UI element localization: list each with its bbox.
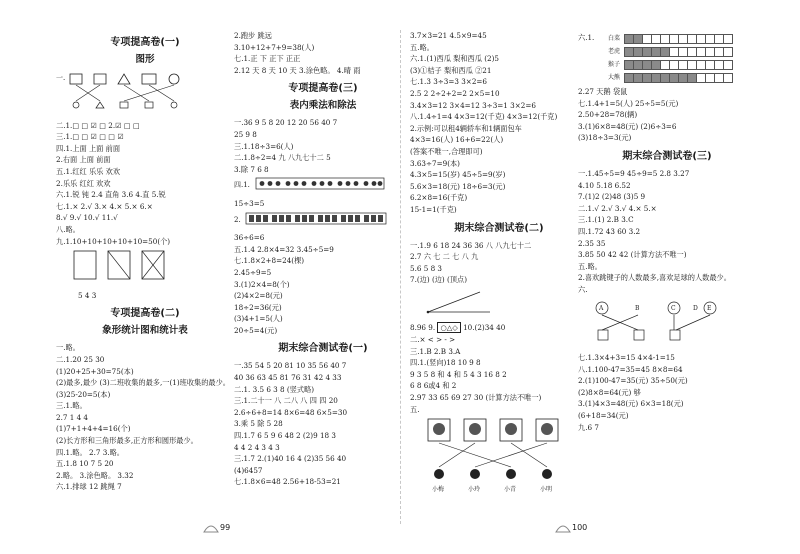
- answer-line: 4 4 2 4 3 4 3: [234, 442, 280, 452]
- page-number-left: 99: [220, 523, 231, 532]
- answers-block: [234, 244, 412, 337]
- circle-letter: D: [693, 304, 698, 312]
- tally-label: 猴子: [607, 60, 620, 68]
- answers-block: [56, 120, 234, 248]
- answer-line: 六.: [578, 284, 588, 294]
- answer-line: 6.2×8=16(千克): [410, 193, 468, 203]
- answer-line: 2.35 35: [578, 238, 606, 248]
- answer-line: 3.63÷7=9(本): [410, 158, 460, 168]
- answer-line: 九.1.10+10+10+10+10=50(个): [56, 236, 171, 246]
- page-corner-decoration-icon: [554, 520, 572, 534]
- answer-line: (3)25-20=5(本): [56, 389, 111, 399]
- tally-cell: [661, 74, 670, 82]
- tally-cell: [625, 74, 634, 82]
- answer-line: 7.(边) (边) (顶点): [410, 275, 468, 285]
- answer-line: 一.略。: [56, 343, 80, 353]
- answer-line: 2.97 33 65 69 27 30 (计算方法不唯一): [410, 393, 542, 403]
- answers-block: [410, 30, 588, 216]
- answer-line: 二.1. 3.5 6 3 8 (竖式略): [234, 384, 315, 394]
- answer-line: (3)①桔子 梨和西瓜 ②21: [410, 65, 492, 75]
- person-name: 小梅: [432, 486, 445, 494]
- tally-cell: [643, 74, 652, 82]
- tally-cell: [715, 48, 724, 56]
- tally-label: 大熊: [607, 73, 620, 81]
- tally-cell: [697, 35, 706, 43]
- tally-bar: [624, 34, 733, 44]
- section-title: 期末综合测试卷(一): [278, 343, 368, 355]
- tally-cell: [643, 35, 652, 43]
- rectangles-figure: [56, 249, 234, 287]
- answers-block: [410, 334, 588, 415]
- answer-line: 二.× < > - >: [410, 335, 456, 345]
- grouping-figure-2: [234, 212, 412, 230]
- tally-cell: [697, 48, 706, 56]
- answer-line: 2.27 天鹅 袋鼠: [578, 87, 628, 96]
- matching-figure: [410, 417, 588, 499]
- answer-line: 七.1.正 下 正下 正正: [234, 54, 301, 64]
- grouping-figure-1: [234, 177, 412, 195]
- tally-cell: [634, 48, 643, 56]
- tally-cell: [625, 48, 634, 56]
- answer-line: 七.1.4+1=5(人) 25÷5=5(元): [578, 98, 679, 108]
- tally-cell: [715, 35, 724, 43]
- answer-line: 2.7 六 七 二 七 八 九: [410, 252, 479, 262]
- answer-line: 2.7 1 4 4: [56, 412, 89, 422]
- answer-line: 3.7×3=21 4.5×9=45: [410, 31, 487, 40]
- tally-rows: [592, 32, 733, 84]
- answer-line: (1)7+1+4+4=16(个): [56, 424, 131, 434]
- tally-cell: [688, 74, 697, 82]
- page-corner-decoration-icon: [202, 520, 220, 534]
- tally-cell: [670, 74, 679, 82]
- tally-cell: [679, 74, 688, 82]
- answer-line: 25 9 8: [234, 129, 257, 139]
- answer-line: 七.1.8×2+8=24(棵): [234, 256, 305, 266]
- column-3: [410, 30, 588, 502]
- tally-row: [592, 58, 733, 71]
- answer-line: 2.喜欢跳键子的人数最多,喜欢足球的人数最少。: [578, 273, 731, 283]
- person-name: 小玲: [468, 486, 481, 494]
- answers-block: [234, 360, 412, 488]
- svg-text:2.: 2.: [234, 215, 241, 224]
- tally-cell: [634, 61, 643, 69]
- answers-block: [578, 352, 756, 433]
- tally-cell: [652, 35, 661, 43]
- answer-line: 3.85 50 42 42 (计算方法不唯一): [578, 250, 687, 260]
- answer-line: 四.1.7 6 5 9 6 48 2 (2)9 18 3: [234, 431, 336, 441]
- answer-line: 四.1.上面 上面 前面: [56, 143, 121, 153]
- tally-cell: [679, 48, 688, 56]
- answer-line: 五.1.8 10 7 5 20: [56, 459, 114, 469]
- cross-matching-figure: [578, 298, 756, 350]
- answer-line: 7.(1)2 (2)48 (3)5 9: [578, 192, 646, 202]
- answer-line: 八.略。: [56, 224, 80, 234]
- grouping-svg-2: [234, 212, 412, 226]
- answers-block: [578, 168, 756, 296]
- figure-caption: 15÷3=5: [234, 198, 265, 208]
- answer-line: 七.1.× 2.√ 3.× 4.× 5.× 6.×: [56, 201, 153, 211]
- person-name: 小明: [540, 486, 553, 494]
- figure-caption: 36÷6=6: [234, 233, 265, 243]
- answer-line: 四.1.72 43 60 3.2: [578, 226, 641, 236]
- answer-line: 2.右面 上面 前面: [56, 155, 111, 165]
- tally-cell: [697, 74, 706, 82]
- page-number-right: 100: [572, 523, 588, 532]
- answers-block: [578, 86, 756, 144]
- tally-label: 老虎: [607, 47, 620, 55]
- answer-line: 八.1.100-47=35=45 8×8=64: [578, 364, 683, 374]
- grouping-svg-1: [234, 177, 412, 191]
- tally-cell: [679, 61, 688, 69]
- matching-svg: [410, 417, 588, 495]
- angle-svg: [410, 288, 588, 316]
- tally-cell: [652, 48, 661, 56]
- tally-cell: [679, 35, 688, 43]
- answer-line: 2.50+28=78(辆): [578, 110, 638, 120]
- answer-line: 二.1.20 25 30: [56, 354, 105, 364]
- answer-line: 五.1.4 2.8×4=32 3.45÷5=9: [234, 244, 334, 254]
- tally-cell: [688, 35, 697, 43]
- answer-line: 三.1.7 2.(1)40 16 4 (2)35 56 40: [234, 454, 347, 464]
- answer-line: 一.1.9 6 18 24 36 36 八 八九七十二: [410, 240, 532, 250]
- tally-cell: [724, 48, 732, 56]
- tally-cell: [652, 74, 661, 82]
- answer-line: (答案不唯一,合理即可): [410, 146, 483, 156]
- section-label: 六.1.: [578, 33, 595, 42]
- tally-cell: [625, 61, 634, 69]
- answer-line: 3.(1)6×8=48(元) (2)6÷3=6: [578, 121, 677, 131]
- circle-letter: A: [599, 304, 604, 312]
- column-4: [578, 30, 756, 433]
- answer-line: 2.12 天 8 天 10 天 3.涂色略。 4.晴 雨: [234, 65, 361, 75]
- answer-line: (3)4+1=5(人): [234, 314, 283, 324]
- tally-cell: [670, 61, 679, 69]
- rectangles-svg: [56, 249, 234, 283]
- section-title: 期末综合测试卷(二): [454, 222, 544, 234]
- answer-line: (4)6457: [234, 465, 263, 475]
- answers-block: [234, 117, 412, 175]
- answer-line: 9 3 5 8 和 4 和 5 4 3 16 8 2: [410, 369, 507, 379]
- answer-line: 2.6÷6+8=14 8×6=48 6×5=30: [234, 407, 348, 417]
- answers-block: [56, 342, 234, 493]
- cross-matching-svg: [578, 298, 756, 346]
- answer-line: 5.6 5 8 3: [410, 263, 443, 273]
- answer-line: 三.1.(1) 2.B 3.C: [578, 215, 634, 225]
- answer-line: 一.36 9 5 8 20 12 20 56 40 7: [234, 118, 338, 128]
- answers-block: [234, 30, 412, 76]
- answer-line: 4.3×5=15(岁) 45÷5=9(岁): [410, 170, 506, 180]
- tally-cell: [706, 48, 715, 56]
- answer-line: 3.除 7 6 8: [234, 164, 269, 174]
- tally-cell: [661, 48, 670, 56]
- answer-line: 3.4×3=12 3×4=12 3÷3=1 3×2=6: [410, 100, 536, 110]
- tally-cell: [670, 48, 679, 56]
- tally-cell: [724, 74, 732, 82]
- section-subtitle: 象形统计图和统计表: [102, 325, 188, 337]
- sequence-label: 8.96 9.: [410, 323, 436, 333]
- answer-line: 2.(1)100-47=35(元) 35÷50(元): [578, 376, 688, 386]
- answer-line: 三.1.□ □ ☑ □ □ ☑: [56, 132, 124, 142]
- answer-line: 五.略。: [410, 42, 434, 52]
- tally-row: [592, 45, 733, 58]
- answer-line: (2)8×8=64(元) 够: [578, 387, 641, 397]
- answer-line: (3)18÷3=3(元): [578, 133, 632, 143]
- answer-line: 三.1.B 2.B 3.A: [410, 346, 461, 356]
- answer-line: 2.示例:可以租4辆轿车和1辆面包车: [410, 123, 522, 133]
- answers-block: [410, 240, 588, 286]
- tally-cell: [688, 61, 697, 69]
- tally-cell: [706, 74, 715, 82]
- tally-bar: [624, 73, 733, 83]
- answer-line: 6 8 6或4 和 2: [410, 381, 457, 391]
- answer-line: 18÷2=36(元): [234, 302, 282, 312]
- section-title: 专项提高卷(二): [110, 308, 180, 320]
- tally-cell: [697, 61, 706, 69]
- shapes-matching-svg: [56, 71, 234, 113]
- answer-line: 五.略。: [578, 261, 602, 271]
- tally-cell: [661, 61, 670, 69]
- column-2: [234, 30, 412, 488]
- answer-line: 3.乘 5 除 5 28: [234, 419, 283, 429]
- answer-line: 五.: [410, 404, 420, 414]
- answer-line: 2.5 2 2÷2+2=2 2×5=10: [410, 88, 500, 98]
- answer-line: 六.1.锐 钝 2.4 直角 3.6 4.直 5.锐: [56, 190, 166, 200]
- sequence-tail: 10.(2)34 40: [463, 323, 506, 333]
- person-name: 小青: [504, 486, 517, 494]
- tally-cell: [688, 48, 697, 56]
- tally-cell: [625, 35, 634, 43]
- tally-cell: [661, 35, 670, 43]
- answer-line: 三.1.略。: [56, 401, 87, 411]
- bar-tally: [578, 32, 756, 86]
- answer-line: 二.1.8÷2=4 九 八九七十二 5: [234, 153, 331, 163]
- section-subtitle: 表内乘法和除法: [289, 100, 357, 112]
- answer-line: (6+18=34(元): [578, 411, 629, 421]
- tally-cell: [634, 74, 643, 82]
- answer-line: 3.10+12+7+9=38(人): [234, 42, 315, 52]
- tally-cell: [715, 74, 724, 82]
- circle-letter: E: [707, 304, 712, 312]
- figure-label: 5 4 3: [78, 290, 97, 300]
- answer-line: 九.6 7: [578, 422, 599, 432]
- tally-cell: [724, 61, 732, 69]
- tally-cell: [724, 35, 732, 43]
- answer-line: 2.略。 3.涂色略。 3.32: [56, 470, 134, 480]
- answer-line: 一.35 54 5 20 81 10 35 56 40 7: [234, 361, 347, 371]
- answer-line: 一.1.45÷5=9 45÷9=5 2.8 3.27: [578, 168, 690, 178]
- tally-bar: [624, 47, 733, 57]
- answer-line: 七.1.3×4+3=15 4×4-1=15: [578, 353, 675, 363]
- answer-line: 5.6×3=18(元) 18÷6=3(元): [410, 181, 506, 191]
- circle-letter: C: [671, 304, 676, 312]
- answer-line: 4.10 5.18 6.52: [578, 180, 631, 190]
- tally-cell: [643, 61, 652, 69]
- answer-line: 六.1.排球 12 跳绳 7: [56, 482, 122, 492]
- answer-line: 2.乐乐 红红 欢欢: [56, 178, 111, 188]
- section-title: 专项提高卷(一): [110, 37, 180, 48]
- answer-line: 四.1.略。 2.7 3.略。: [56, 447, 124, 457]
- tally-label: 白菜: [607, 34, 620, 42]
- tally-row: [592, 32, 733, 45]
- answer-line: 4×3=16(人) 16+6=22(人): [410, 135, 504, 145]
- answer-line: 六.1.(1)西瓜 梨和西瓜 (2)5: [410, 54, 499, 64]
- tally-row: [592, 71, 733, 84]
- answer-line: 20÷5=4(元): [234, 325, 278, 335]
- answer-line: 二.1.√ 2.√ 3.√ 4.× 5.×: [578, 203, 657, 213]
- section-subtitle: 图形: [135, 54, 155, 65]
- tally-cell: [715, 61, 724, 69]
- answer-line: 8.√ 9.√ 10.√ 11.√: [56, 213, 118, 223]
- answer-line: 3.(1)2×4=8(个): [234, 279, 290, 289]
- tally-cell: [706, 35, 715, 43]
- svg-text:一.: 一.: [56, 74, 66, 82]
- answer-line: 三.1.二十一 八 二八 八 四 四 20: [234, 396, 338, 406]
- tally-cell: [634, 35, 643, 43]
- answer-line: (1)20+25+30=75(本): [56, 366, 134, 376]
- answer-line: 七.1.8×6=48 2.56+18-53=21: [234, 477, 341, 487]
- section-title: 期末综合测试卷(三): [622, 150, 712, 162]
- column-1: [56, 30, 234, 493]
- answer-line: 2.45÷9=5: [234, 267, 272, 277]
- angle-figure: [410, 288, 588, 320]
- answer-line: 四.1.(竖向)18 10 9 8: [410, 358, 481, 368]
- answer-line: (2)长方形和三角形最多,正方形和圆形最少。: [56, 436, 198, 446]
- svg-text:四.1.: 四.1.: [234, 181, 250, 190]
- section-title: 专项提高卷(三): [288, 83, 358, 95]
- tally-bar: [624, 60, 733, 70]
- answer-line: 3.(1)4×3=48(元) 6×3=18(元): [578, 399, 684, 409]
- answer-line: 五.1.红红 乐乐 欢欢: [56, 166, 121, 176]
- tally-cell: [670, 35, 679, 43]
- answer-line: (2)最多,最少 (3)二班收集的最多,一(1)班收集的最少。: [56, 378, 230, 388]
- answer-line: 三.1.18÷3=6(人): [234, 141, 294, 151]
- answer-line: 40 36 63 45 81 76 31 42 4 33: [234, 373, 342, 383]
- tally-cell: [652, 61, 661, 69]
- tally-cell: [706, 61, 715, 69]
- answer-line: 八.1.4÷1=4 4×3=12(千克) 4×3=12(千克): [410, 112, 558, 122]
- answer-line: 15-1=1(千克): [410, 204, 457, 214]
- tally-cell: [643, 48, 652, 56]
- answer-line: (2)4×2=8(元): [234, 291, 283, 301]
- answer-line: 七.1.3 3÷3=3 3×2=6: [410, 77, 487, 87]
- answer-line: 二.1.□ □ ☑ □ 2.☑ □ □: [56, 120, 140, 130]
- circle-letter: B: [635, 304, 640, 312]
- sequence-shapes-box: ○△◇: [437, 322, 460, 333]
- answer-line: 2.跑步 跳远: [234, 31, 272, 40]
- sequence-line: [410, 322, 588, 334]
- shapes-figure: [56, 71, 234, 117]
